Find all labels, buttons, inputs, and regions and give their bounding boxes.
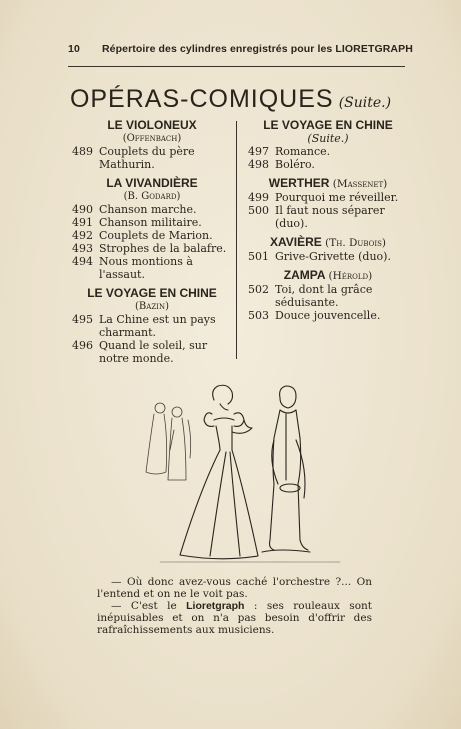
opera-title: ZAMPA: [283, 268, 326, 282]
recording-number: 495: [72, 313, 93, 326]
recording-title: Grive-Grivette (duo).: [275, 250, 391, 263]
opera-title: WERTHER: [268, 176, 330, 190]
recording-title: Strophes de la balafre.: [99, 242, 227, 255]
opera-title: XAVIÈRE: [269, 235, 322, 249]
opera-heading: [248, 236, 408, 250]
recording-title: Nous montions à l'assaut.: [99, 255, 193, 281]
section-title: [0, 85, 461, 114]
recording-item: [248, 204, 408, 230]
recording-number: 489: [72, 145, 93, 158]
recording-title: Couplets du père Mathurin.: [99, 145, 195, 171]
recording-number: 490: [72, 203, 93, 216]
recording-number: 501: [248, 250, 269, 263]
page-number: 10: [68, 43, 80, 55]
recording-number: 492: [72, 229, 93, 242]
recording-item: [248, 283, 408, 309]
recording-title: Pourquoi me réveiller.: [275, 191, 399, 204]
opera-composer: (Offenbach): [122, 133, 182, 144]
recording-title: Il faut nous séparer (duo).: [275, 204, 385, 230]
right-column: [248, 119, 408, 322]
gentleman-figure: [262, 386, 310, 552]
recording-number: 494: [72, 255, 93, 268]
recording-item: [72, 313, 232, 339]
caption-line-2-end: : ses rouleaux sont inépuisables et on n'a pas besoin d'offrir des rafraîchissements aux musiciens.: [97, 600, 373, 636]
recording-item: [248, 145, 408, 158]
recording-number: 498: [248, 158, 269, 171]
recording-number: 499: [248, 191, 269, 204]
column-divider: [236, 121, 237, 359]
recording-number: 502: [248, 283, 269, 296]
left-column: [72, 119, 232, 365]
recording-item: [72, 203, 232, 216]
recording-item: [72, 242, 232, 255]
recording-title: Chanson militaire.: [99, 216, 202, 229]
opera-composer: (Bazin): [135, 301, 169, 312]
opera-title: LE VIOLONEUX: [107, 118, 197, 132]
opera-title: LE VOYAGE EN CHINE: [263, 118, 393, 132]
opera-composer: (Th. Dubois): [325, 237, 386, 249]
illustration-caption: [97, 576, 372, 636]
brand-name: Lioretgraph: [186, 600, 245, 612]
recording-title: Romance.: [275, 145, 331, 158]
recording-number: 497: [248, 145, 269, 158]
caption-line-2: [97, 600, 372, 636]
opera-heading: [248, 177, 408, 191]
opera-title: LE VOYAGE EN CHINE: [87, 286, 217, 300]
section-title-main: OPÉRAS-COMIQUES: [69, 85, 334, 113]
recording-item: [72, 145, 232, 171]
recording-number: 496: [72, 339, 93, 352]
opera-composer: (Massenet): [332, 178, 388, 190]
recording-item: [72, 229, 232, 242]
recording-item: [248, 191, 408, 204]
caption-line-1: — Où donc avez-vous caché l'orchestre ?... On l'entend et on ne le voit pas.: [97, 576, 372, 600]
opera-title: LA VIVANDIÈRE: [106, 176, 198, 190]
recording-title: Douce jouvencelle.: [275, 309, 381, 322]
opera-composer: (B. Godard): [123, 191, 181, 202]
header-rule: [68, 66, 405, 67]
recording-title: Quand le soleil, sur notre monde.: [99, 339, 208, 365]
recording-number: 503: [248, 309, 269, 322]
caption-line-2-start: — C'est le: [111, 600, 187, 612]
ballroom-illustration: [140, 380, 355, 570]
recording-title: Chanson marche.: [99, 203, 197, 216]
recording-title: Boléro.: [275, 158, 315, 171]
recording-item: [72, 339, 232, 365]
background-dancers: [146, 403, 191, 480]
recording-title: La Chine est un pays charmant.: [99, 313, 216, 339]
recording-item: [248, 250, 408, 263]
recording-title: Couplets de Marion.: [99, 229, 213, 242]
recording-title: Toi, dont la grâce séduisante.: [275, 283, 373, 309]
recording-item: [248, 309, 408, 322]
recording-item: [248, 158, 408, 171]
recording-item: [72, 216, 232, 229]
lady-figure: [180, 385, 258, 559]
recording-number: 500: [248, 204, 269, 217]
recording-item: [72, 255, 232, 281]
recording-number: 493: [72, 242, 93, 255]
opera-composer: (Hérold): [328, 270, 373, 282]
running-title: Répertoire des cylindres enregistrés pour les LIORETGRAPH: [102, 43, 413, 55]
section-title-suite: (Suite.): [338, 95, 392, 111]
recording-number: 491: [72, 216, 93, 229]
opera-composer: (Suite.): [307, 132, 349, 145]
opera-heading: [248, 269, 408, 283]
